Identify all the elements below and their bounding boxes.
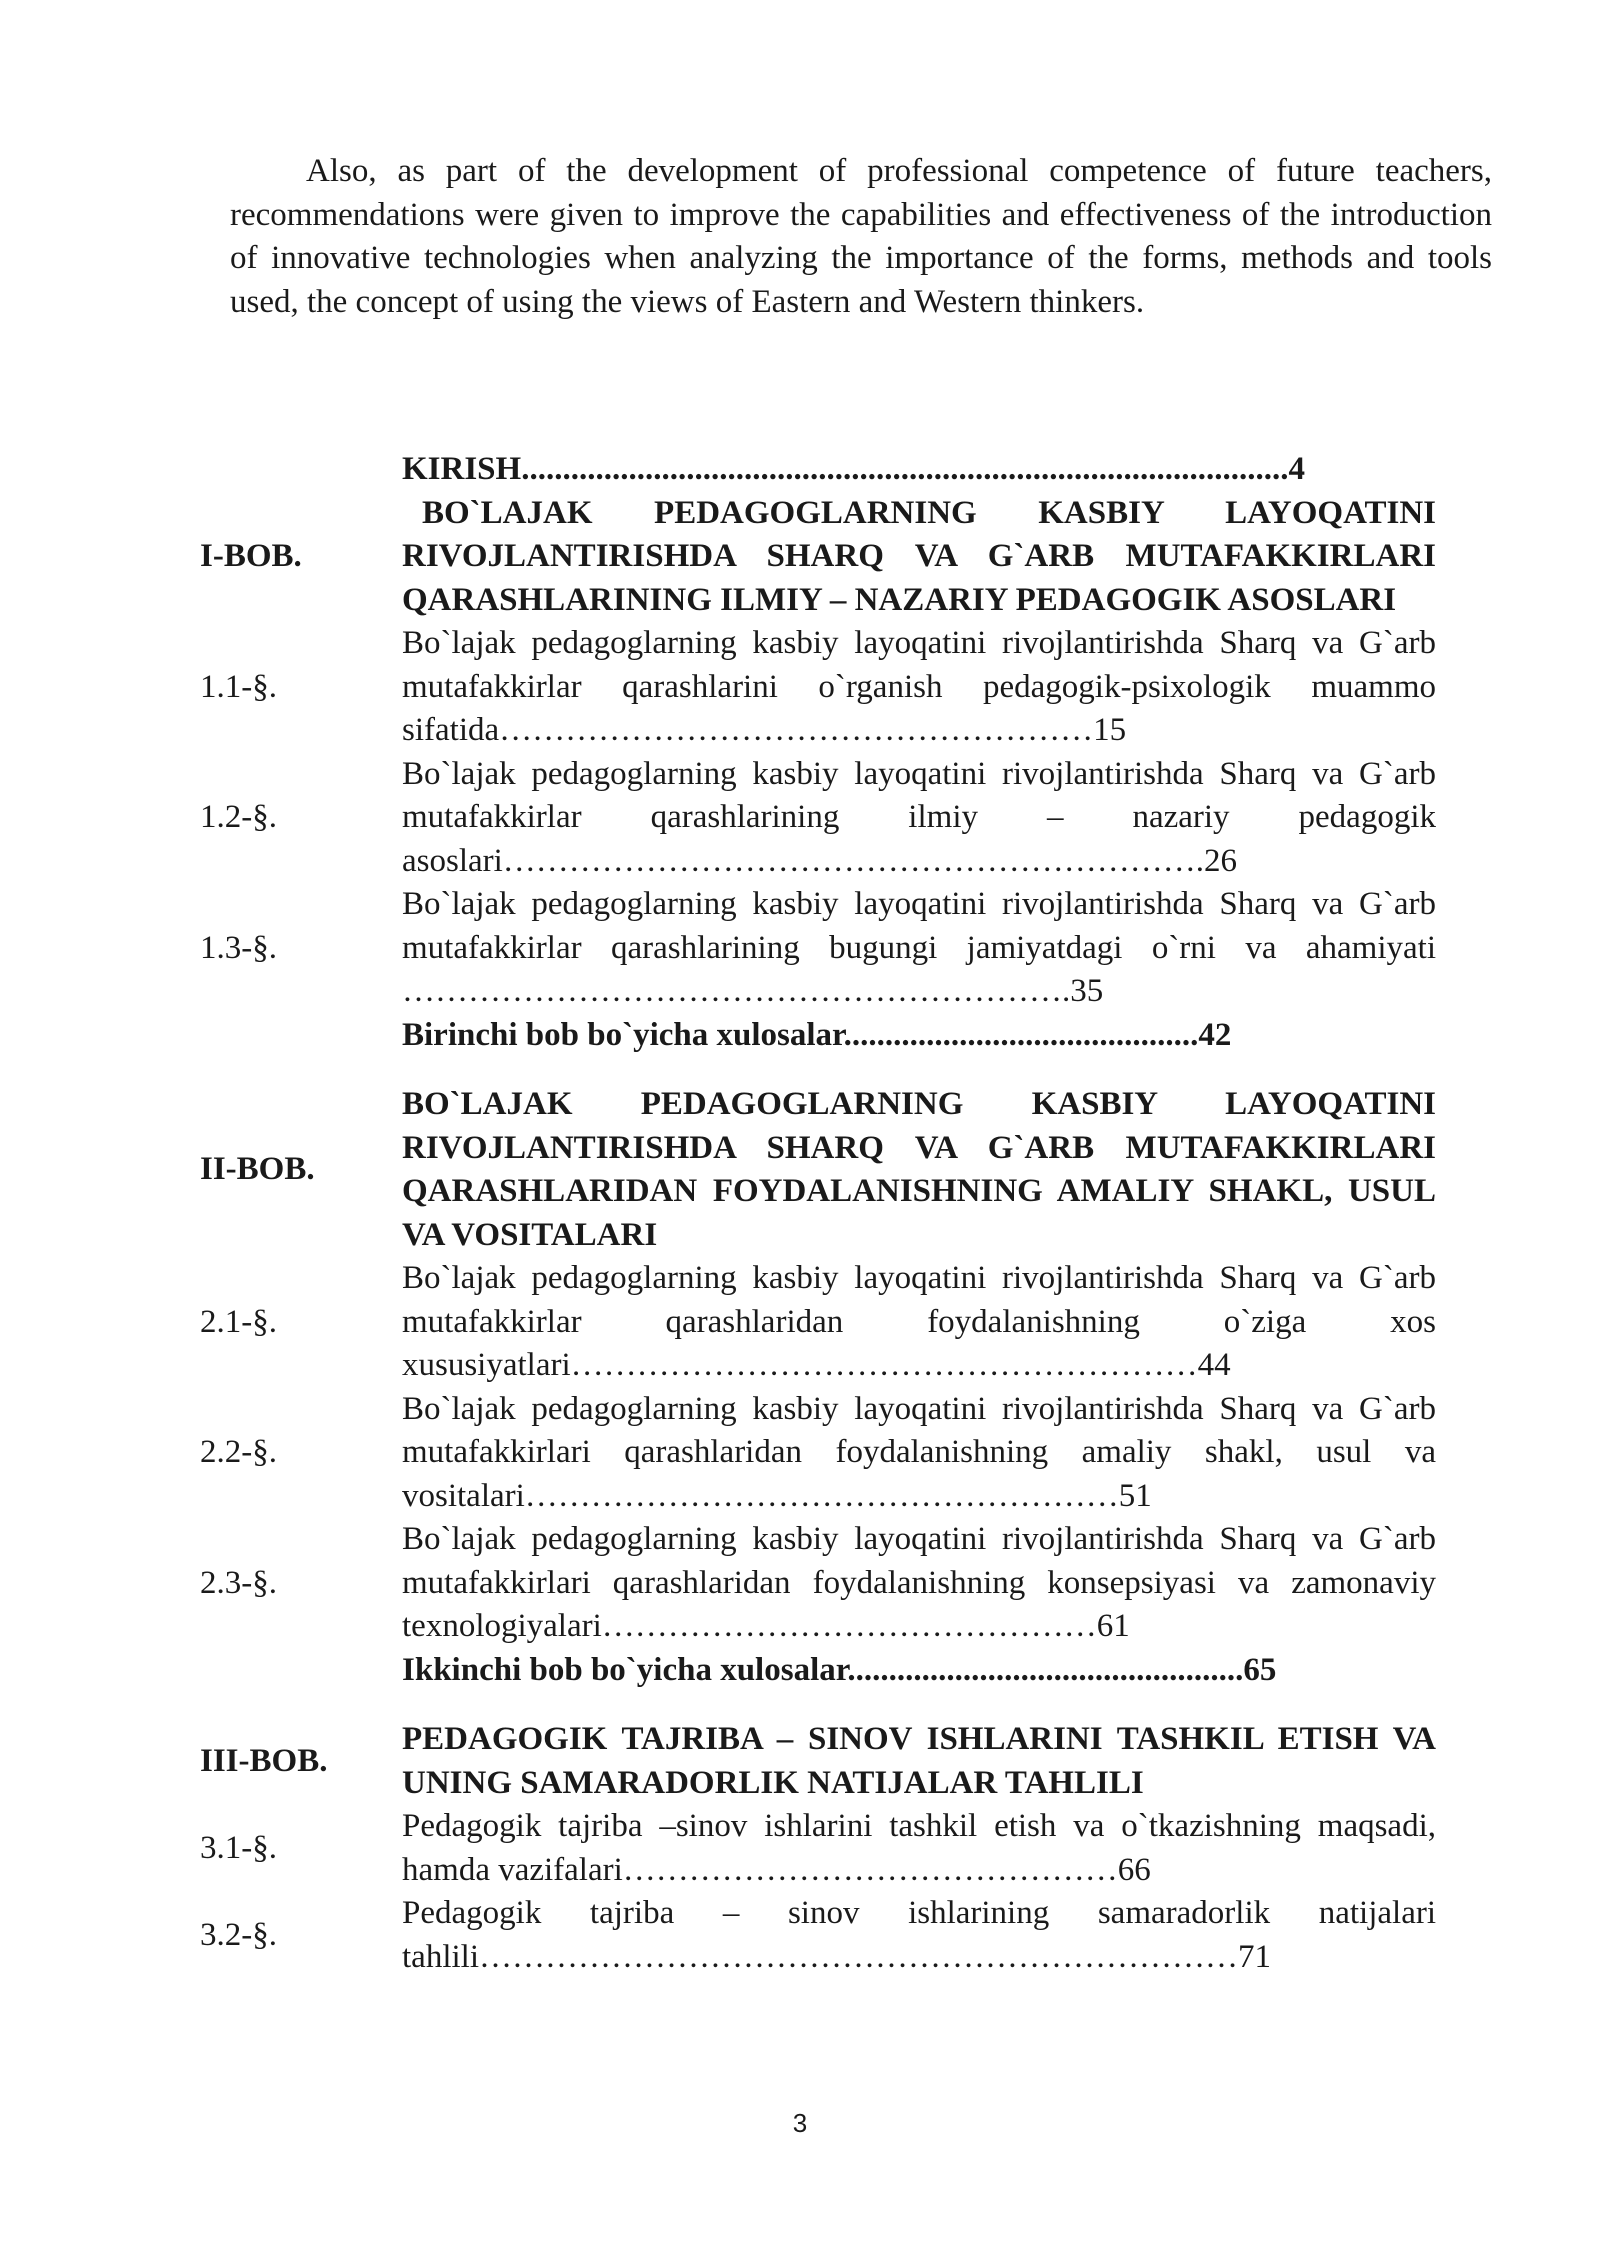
toc-chapter-3 [200,1718,1436,1805]
toc-chapter-2-summary [200,1649,1436,1693]
toc-section-1-2 [200,753,1436,884]
section-2-2-label: 2.2-§. [200,1434,277,1470]
chapter-3-label: III-BOB. [200,1742,328,1779]
toc-section-2-2 [200,1388,1436,1519]
toc-section-1-1 [200,622,1436,753]
section-2-1-label: 2.1-§. [200,1303,277,1340]
toc-section-1-3 [200,883,1436,1014]
toc-section-3-1 [200,1805,1436,1892]
chapter-2-label: II-BOB. [200,1151,315,1188]
section-1-3-label: 1.3-§. [200,929,277,966]
section-1-3-text: Bo`lajak pedagoglarning kasbiy layoqatini rivojlantirishda Sharq va G`arb mutafakkirlar qarashlarining bugungi jamiyatdagi o`rni va ahamiyati …………………………………………………….35 [402,886,1436,1009]
chapter-1-title: BO`LAJAK PEDAGOGLARNING KASBIY LAYOQATINI RIVOJLANTIRISHDA SHARQ VA G`ARB MUTAFAKKIRLARI QARASHLARINING ILMIY – NAZARIY PEDAGOGIK ASOSLARI [402,494,1436,618]
toc-chapter-2 [200,1083,1436,1257]
section-3-1-text: Pedagogik tajriba –sinov ishlarini tashkil etish va o`tkazishning maqsadi, hamda vazifalari………………………………………66 [402,1808,1436,1888]
page-number: 3 [792,2108,808,2138]
section-1-2-label: 1.2-§. [200,799,277,835]
intro-paragraph: Also, as part of the development of professional competence of future teachers, recommendations were given to improve the capabilities and effectiveness of the introduction of innovative technologies when analyzing the importance of the forms, methods and tools used, the concept of using the views of Eastern and Western thinkers. [230,153,1492,320]
toc-kirish-text: KIRISH.............................................................................................4 [402,451,1305,487]
section-1-2-text: Bo`lajak pedagoglarning kasbiy layoqatini rivojlantirishda Sharq va G`arb mutafakkirlar qarashlarining ilmiy – nazariy pedagogik asoslari……………………………………………………….26 [402,755,1436,879]
toc-kirish [200,448,1436,492]
section-2-2-text: Bo`lajak pedagoglarning kasbiy layoqatini rivojlantirishda Sharq va G`arb mutafakkirlari qarashlaridan foydalanishning amaliy shakl, usul va vositalari………………………………………………51 [402,1390,1436,1514]
section-2-3-text: Bo`lajak pedagoglarning kasbiy layoqatini rivojlantirishda Sharq va G`arb mutafakkirlari qarashlaridan foydalanishning konsepsiyasi va zamonaviy texnologiyalari………………………………………61 [402,1521,1436,1644]
chapter-2-summary: Ikkinchi bob bo`yicha xulosalar................................................65 [402,1651,1277,1688]
section-1-1-label: 1.1-§. [200,668,277,705]
chapter-1-summary: Birinchi bob bo`yicha xulosalar...........................................42 [402,1016,1232,1053]
chapter-3-title: PEDAGOGIK TAJRIBA – SINOV ISHLARINI TASHKIL ETISH VA UNING SAMARADORLIK NATIJALAR TAHLILI [402,1721,1436,1801]
section-3-2-label: 3.2-§. [200,1916,277,1953]
section-3-2-text: Pedagogik tajriba – sinov ishlarining samaradorlik natijalari tahlili……………………………………………………………71 [402,1895,1436,1975]
section-2-1-text: Bo`lajak pedagoglarning kasbiy layoqatini rivojlantirishda Sharq va G`arb mutafakkirlar qarashlaridan foydalanishning o`ziga xos xususiyatlari…………………………………………………44 [402,1260,1436,1383]
chapter-1-label: I-BOB. [200,538,302,574]
section-2-3-label: 2.3-§. [200,1564,277,1601]
chapter-2-title: BO`LAJAK PEDAGOGLARNING KASBIY LAYOQATINI RIVOJLANTIRISHDA SHARQ VA G`ARB MUTAFAKKIRLARI QARASHLARIDAN FOYDALANISHNING AMALIY SHAKL, USUL VA VOSITALARI [402,1086,1436,1253]
toc-chapter-1 [200,492,1436,623]
toc-chapter-1-summary [200,1014,1436,1058]
section-3-1-label: 3.1-§. [200,1829,277,1866]
toc-section-2-1 [200,1257,1436,1388]
toc-section-2-3 [200,1518,1436,1649]
table-of-contents [200,448,1436,1979]
section-1-1-text: Bo`lajak pedagoglarning kasbiy layoqatini rivojlantirishda Sharq va G`arb mutafakkirlar qarashlarini o`rganish pedagogik-psixologik muammo sifatida………………………………………………15 [402,625,1436,748]
toc-section-3-2 [200,1892,1436,1979]
